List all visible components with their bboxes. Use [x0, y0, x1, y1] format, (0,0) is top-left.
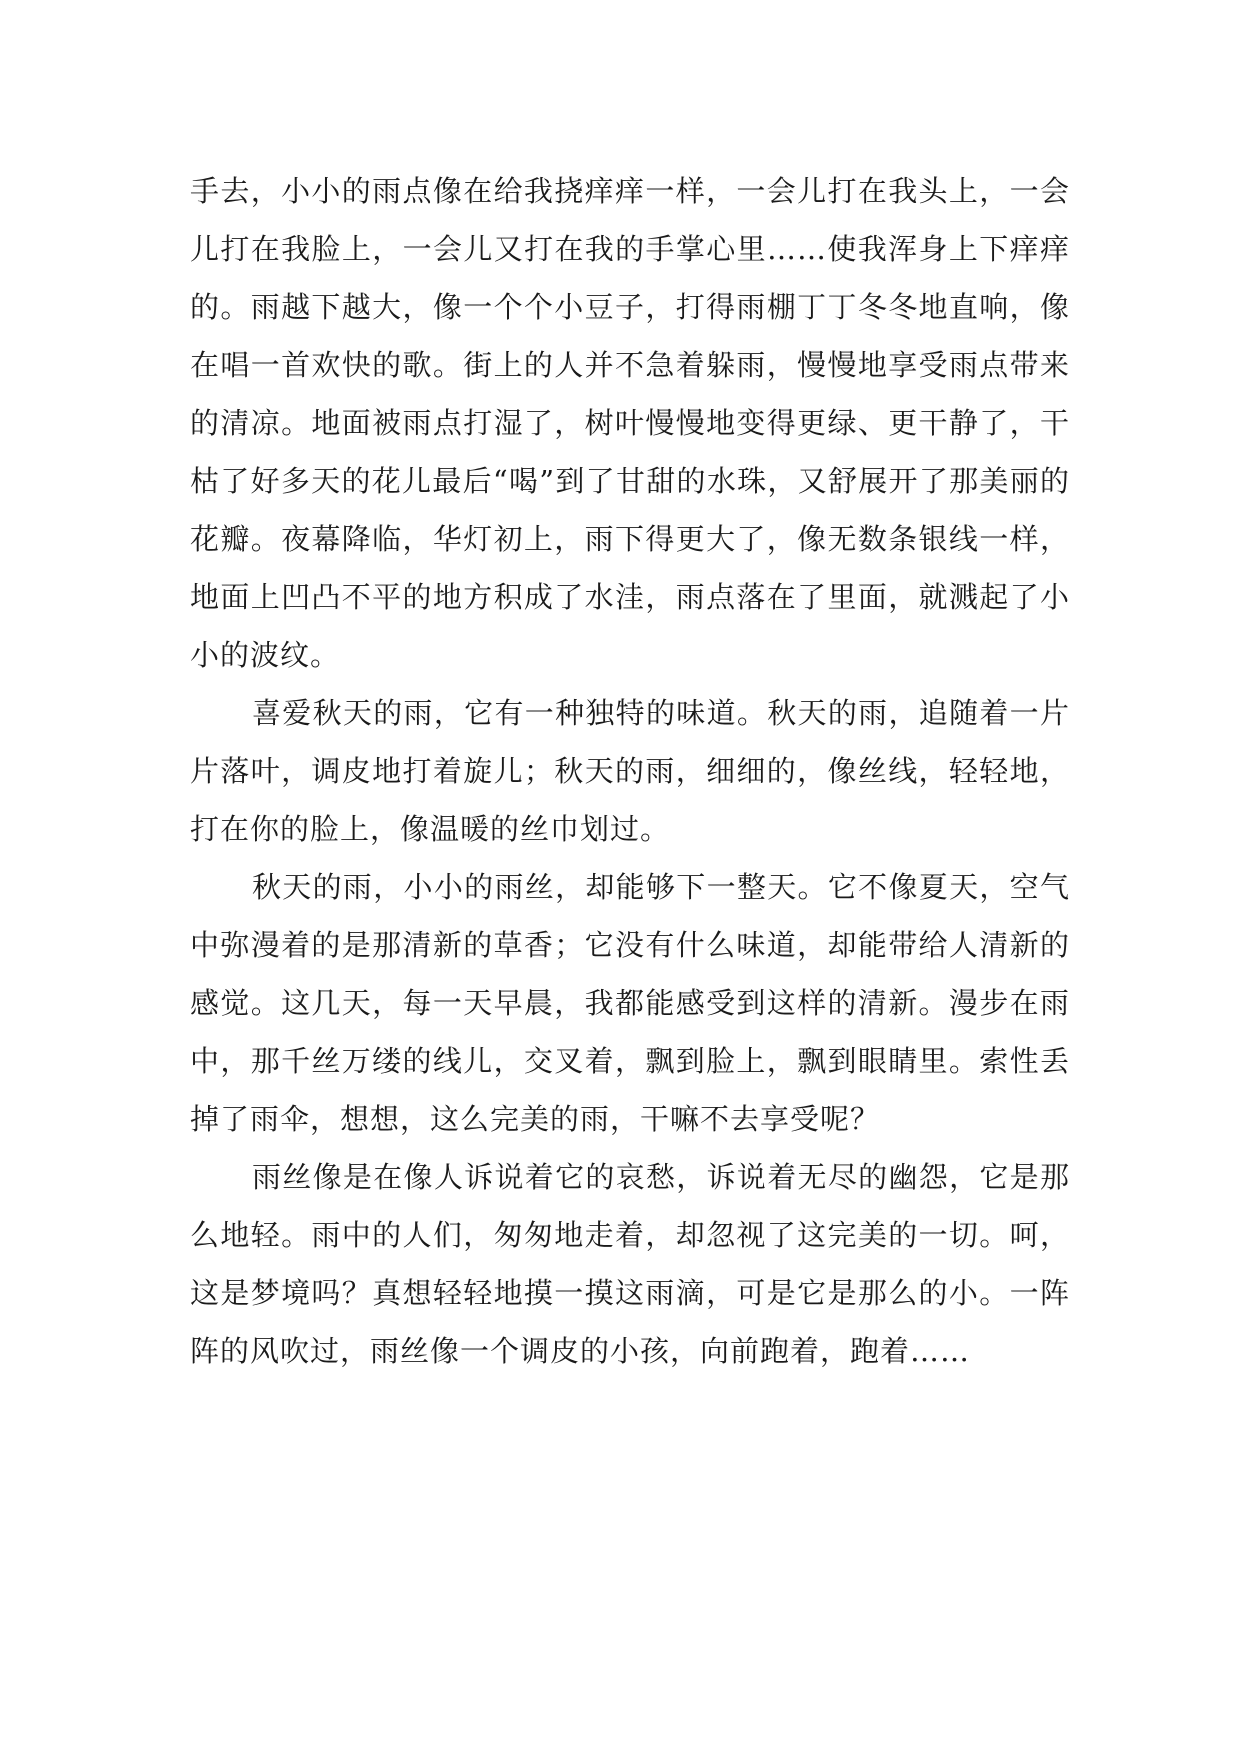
paragraph-3: 秋天的雨，小小的雨丝，却能够下一整天。它不像夏天，空气中弥漫着的是那清新的草香；它没有什么味道，却能带给人清新的感觉。这几天，每一天早晨，我都能感受到这样的清新。漫步在雨中，那千丝万缕的线儿，交叉着，飘到脸上，飘到眼睛里。索性丢掉了雨伞，想想，这么完美的雨，干嘛不去享受呢？ — [190, 870, 1070, 1136]
paragraph-2: 喜爱秋天的雨，它有一种独特的味道。秋天的雨，追随着一片片落叶，调皮地打着旋儿；秋天的雨，细细的，像丝线，轻轻地，打在你的脸上，像温暖的丝巾划过。 — [190, 696, 1070, 846]
body-text — [190, 162, 1070, 1380]
paragraph-1: 手去，小小的雨点像在给我挠痒痒一样，一会儿打在我头上，一会儿打在我脸上，一会儿又打在我的手掌心里……使我浑身上下痒痒的。雨越下越大，像一个个小豆子，打得雨棚丁丁冬冬地直响，像在唱一首欢快的歌。街上的人并不急着躲雨，慢慢地享受雨点带来的清凉。地面被雨点打湿了，树叶慢慢地变得更绿、更干静了，干枯了好多天的花儿最后“喝”到了甘甜的水珠，又舒展开了那美丽的花瓣。夜幕降临，华灯初上，雨下得更大了，像无数条银线一样，地面上凹凸不平的地方积成了水洼，雨点落在了里面，就溅起了小小的波纹。 — [190, 174, 1070, 672]
paragraph-4: 雨丝像是在像人诉说着它的哀愁，诉说着无尽的幽怨，它是那么地轻。雨中的人们，匆匆地走着，却忽视了这完美的一切。呵，这是梦境吗？真想轻轻地摸一摸这雨滴，可是它是那么的小。一阵阵的风吹过，雨丝像一个调皮的小孩，向前跑着，跑着…… — [190, 1160, 1070, 1368]
